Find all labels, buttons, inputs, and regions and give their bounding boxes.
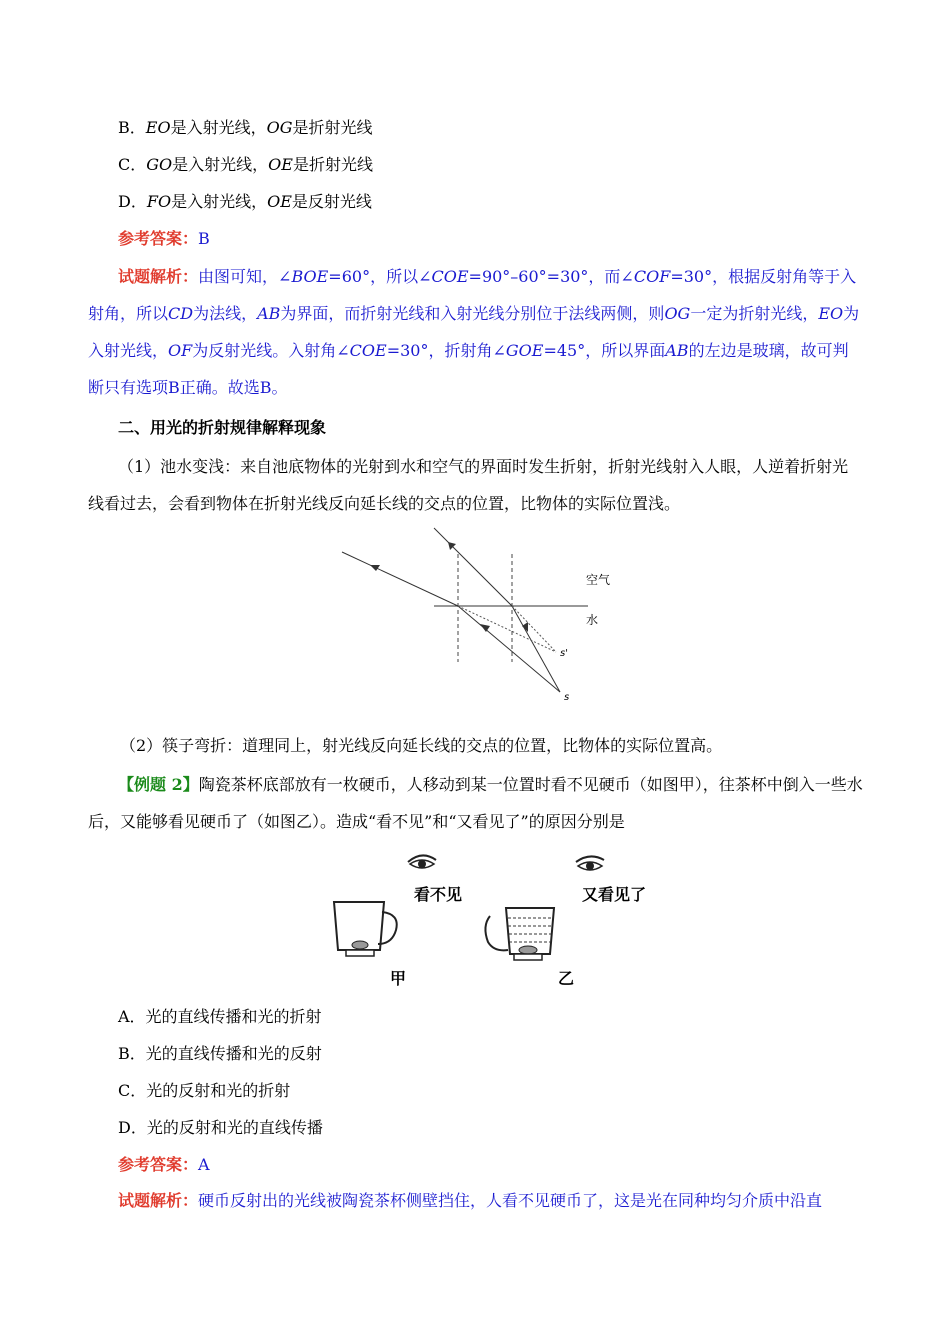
answer-1: 参考答案：B (118, 229, 210, 248)
cup2-caption: 又看见了 (582, 885, 647, 904)
option-c-bottom: C．光的反射和光的折射 (118, 1081, 291, 1100)
s-label: s (564, 692, 570, 703)
example-2: 【例题 2】陶瓷茶杯底部放有一枚硬币，人移动到某一位置时看不见硬币（如图甲），往茶杯中倒入一些水后，又能够看见硬币了（如图乙）。造成“看不见”和“又看见了”的原因分别是 (88, 775, 863, 831)
arrow-right-water (522, 622, 528, 632)
arrow-left-air (370, 565, 380, 571)
analysis-1: 试题解析：由图可知，∠BOE=60°，所以∠COE=90°–60°=30°，而∠COF=30°，根据反射角等于入射角，所以CD为法线，AB为界面，而折射光线和入射光线分别位于法线两侧，则OG一定为折射光线，EO为入射光线，OF为反射光线。入射角∠COE=30°，折射角∠GOE=45°，所以界面AB的左边是玻璃，故可判断只有选项B正确。故选B。 (88, 267, 860, 397)
cup2-label: 乙 (558, 969, 575, 988)
option-d-top: D．FO是入射光线，OE是反射光线 (118, 192, 372, 211)
refraction-diagram (330, 522, 630, 704)
cup-1 (334, 902, 397, 956)
analysis-2: 试题解析：硬币反射出的光线被陶瓷茶杯侧壁挡住，人看不见硬币了，这是光在同种均匀介质中沿直 (118, 1191, 823, 1210)
option-b-bottom: B．光的直线传播和光的反射 (118, 1044, 322, 1063)
section-2-title: 二、用光的折射规律解释现象 (118, 418, 327, 437)
eye-icon-2 (576, 856, 604, 870)
paragraph-2: （2）筷子弯折：道理同上，射光线反向延长线的交点的位置，比物体的实际位置高。 (120, 736, 723, 755)
virtual-ray-left (458, 606, 556, 652)
cups-diagram (320, 846, 660, 992)
ray-left-air (342, 552, 458, 606)
air-label: 空气 (586, 573, 611, 587)
s-prime-label: s' (560, 648, 568, 659)
cup1-caption: 看不见 (414, 885, 463, 904)
ray-right-air (434, 528, 512, 606)
option-d-bottom: D．光的反射和光的直线传播 (118, 1118, 323, 1137)
ray-left-underwater (458, 606, 560, 692)
cup1-label: 甲 (390, 969, 407, 988)
answer-2: 参考答案：A (118, 1155, 210, 1174)
paragraph-1: （1）池水变浅：来自池底物体的光射到水和空气的界面时发生折射，折射光线射入人眼，人逆着折射光线看过去，会看到物体在折射光线反向延长线的交点的位置，比物体的实际位置浅。 (88, 457, 849, 513)
option-b-top: B．EO是入射光线，OG是折射光线 (118, 118, 373, 137)
ray-right-underwater (512, 606, 560, 692)
arrow-left-water (480, 624, 490, 632)
eye-icon-1 (408, 855, 436, 868)
option-a-bottom: A．光的直线传播和光的折射 (118, 1007, 322, 1026)
cup-2 (485, 908, 554, 960)
option-c-top: C．GO是入射光线，OE是折射光线 (118, 155, 373, 174)
water-label: 水 (586, 613, 599, 627)
